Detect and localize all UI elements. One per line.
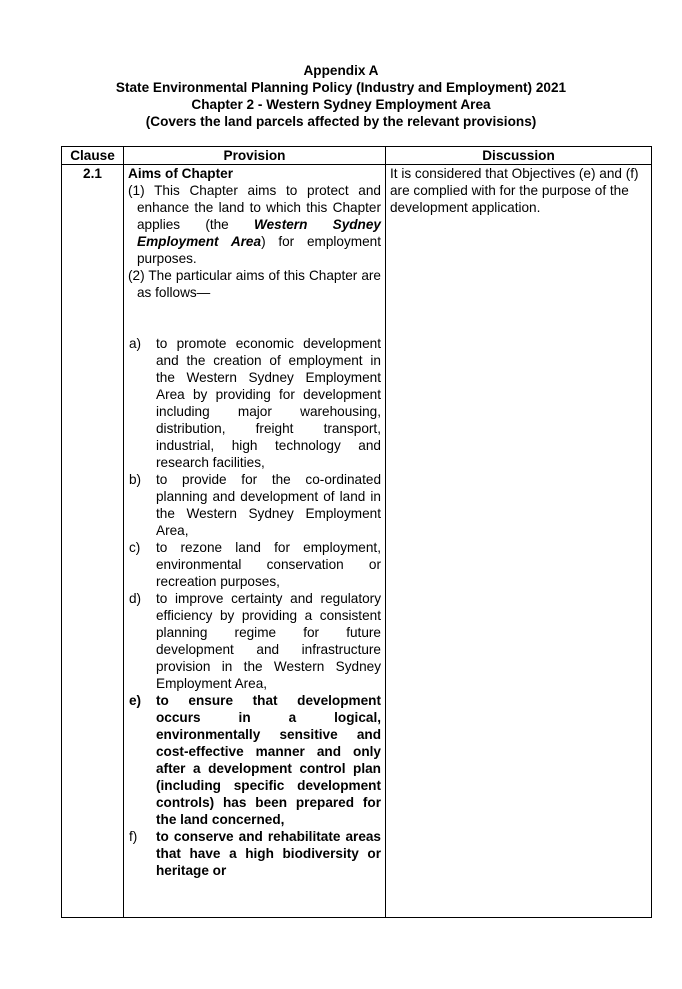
provision-paragraph-2: (2) The particular aims of this Chapter are as follows— (128, 268, 381, 300)
column-header-provision: Provision (124, 147, 386, 165)
list-item: a) to promote economic development and the creation of employment in the Western Sydney Employment Area by providing for development including major warehousing, distribution, freight transport, industrial, high technology and research facilities, (129, 336, 381, 470)
appendix-title: Appendix A (303, 63, 379, 78)
aims-list (128, 335, 381, 879)
table-row (62, 165, 652, 918)
list-item: f) to conserve and rehabilitate areas that have a high biodiversity or heritage or (129, 829, 381, 878)
discussion-cell: It is considered that Objectives (e) and (f) are complied with for the purpose of the development application. (386, 165, 652, 918)
list-item: b) to provide for the co-ordinated planning and development of land in the Western Sydney Employment Area, (129, 472, 381, 538)
provisions-table (61, 146, 652, 918)
table-header-row (62, 147, 652, 165)
list-item: d) to improve certainty and regulatory efficiency by providing a consistent planning regime for future development and infrastructure provision in the Western Sydney Employment Area, (129, 591, 381, 691)
list-item: e) to ensure that development occurs in a logical, environmentally sensitive and cost-effective manner and only after a development control plan (including specific development controls) has been prepared for the land concerned, (129, 693, 381, 827)
page-header (0, 62, 682, 130)
column-header-clause: Clause (62, 147, 124, 165)
column-header-discussion: Discussion (386, 147, 652, 165)
list-item: c) to rezone land for employment, environmental conservation or recreation purposes, (129, 540, 381, 589)
clause-number: 2.1 (62, 165, 124, 918)
provision-title: Aims of Chapter (128, 166, 233, 181)
defined-term: Western Sydney Employment Area (137, 217, 381, 249)
policy-title: State Environmental Planning Policy (Industry and Employment) 2021 (115, 80, 567, 95)
chapter-title: Chapter 2 - Western Sydney Employment Area (191, 97, 491, 112)
scope-note: (Covers the land parcels affected by the relevant provisions) (145, 114, 537, 129)
provision-paragraph-1: (1) This Chapter aims to protect and enhance the land to which this Chapter applies (the Western Sydney Employment Area) for employment purposes. (128, 183, 381, 266)
provision-cell (124, 165, 386, 918)
